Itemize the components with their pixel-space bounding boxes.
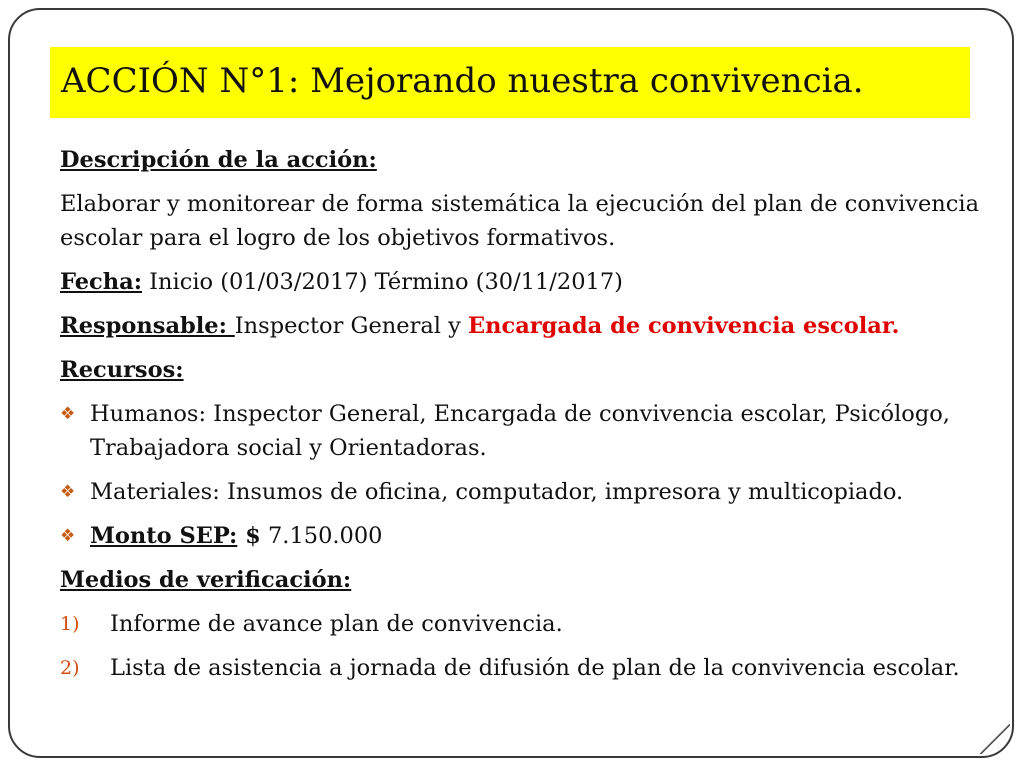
- list-item: [60, 519, 995, 553]
- recurso-humanos: Humanos: Inspector General, Encargada de convivencia escolar, Psicólogo, Trabajadora social y Orientadoras.: [90, 401, 950, 461]
- page-corner-fold: [980, 724, 1010, 754]
- responsable-highlight: Encargada de convivencia escolar.: [467, 313, 900, 339]
- diamond-bullet-icon: ❖: [60, 526, 76, 546]
- responsable-value: Inspector General y: [234, 313, 468, 339]
- slide-content: [60, 143, 995, 695]
- monto-value: 7.150.000: [260, 523, 383, 549]
- responsable-line: [60, 309, 995, 343]
- diamond-bullet-icon: ❖: [60, 404, 76, 424]
- description-text: Elaborar y monitorear de forma sistemática la ejecución del plan de convivencia escolar para el logro de los objetivos formativos.: [60, 191, 979, 251]
- diamond-bullet-icon: ❖: [60, 482, 76, 502]
- fecha-value: Inicio (01/03/2017) Término (30/11/2017): [142, 269, 623, 295]
- responsable-label: Responsable:: [60, 313, 235, 339]
- verificacion-item-text: Informe de avance plan de convivencia.: [110, 611, 563, 637]
- monto-label: Monto SEP:: [90, 523, 238, 549]
- fecha-label: Fecha:: [60, 269, 143, 295]
- description-heading: Descripción de la acción:: [60, 147, 377, 173]
- slide-title: ACCIÓN N°1: Mejorando nuestra convivencia.: [61, 61, 864, 101]
- verificacion-item-text: Lista de asistencia a jornada de difusión de plan de la convivencia escolar.: [110, 655, 960, 681]
- list-number: 1): [60, 613, 80, 635]
- fecha-line: [60, 265, 995, 299]
- list-item: [60, 475, 995, 509]
- list-item: [60, 607, 995, 641]
- title-bar: [50, 47, 970, 118]
- recursos-heading: Recursos:: [60, 357, 184, 383]
- list-item: [60, 397, 995, 465]
- verificacion-heading: Medios de verificación:: [60, 567, 352, 593]
- monto-currency: $: [237, 523, 261, 549]
- list-number: 2): [60, 657, 80, 679]
- recurso-materiales: Materiales: Insumos de oficina, computador, impresora y multicopiado.: [90, 479, 904, 505]
- list-item: [60, 651, 995, 685]
